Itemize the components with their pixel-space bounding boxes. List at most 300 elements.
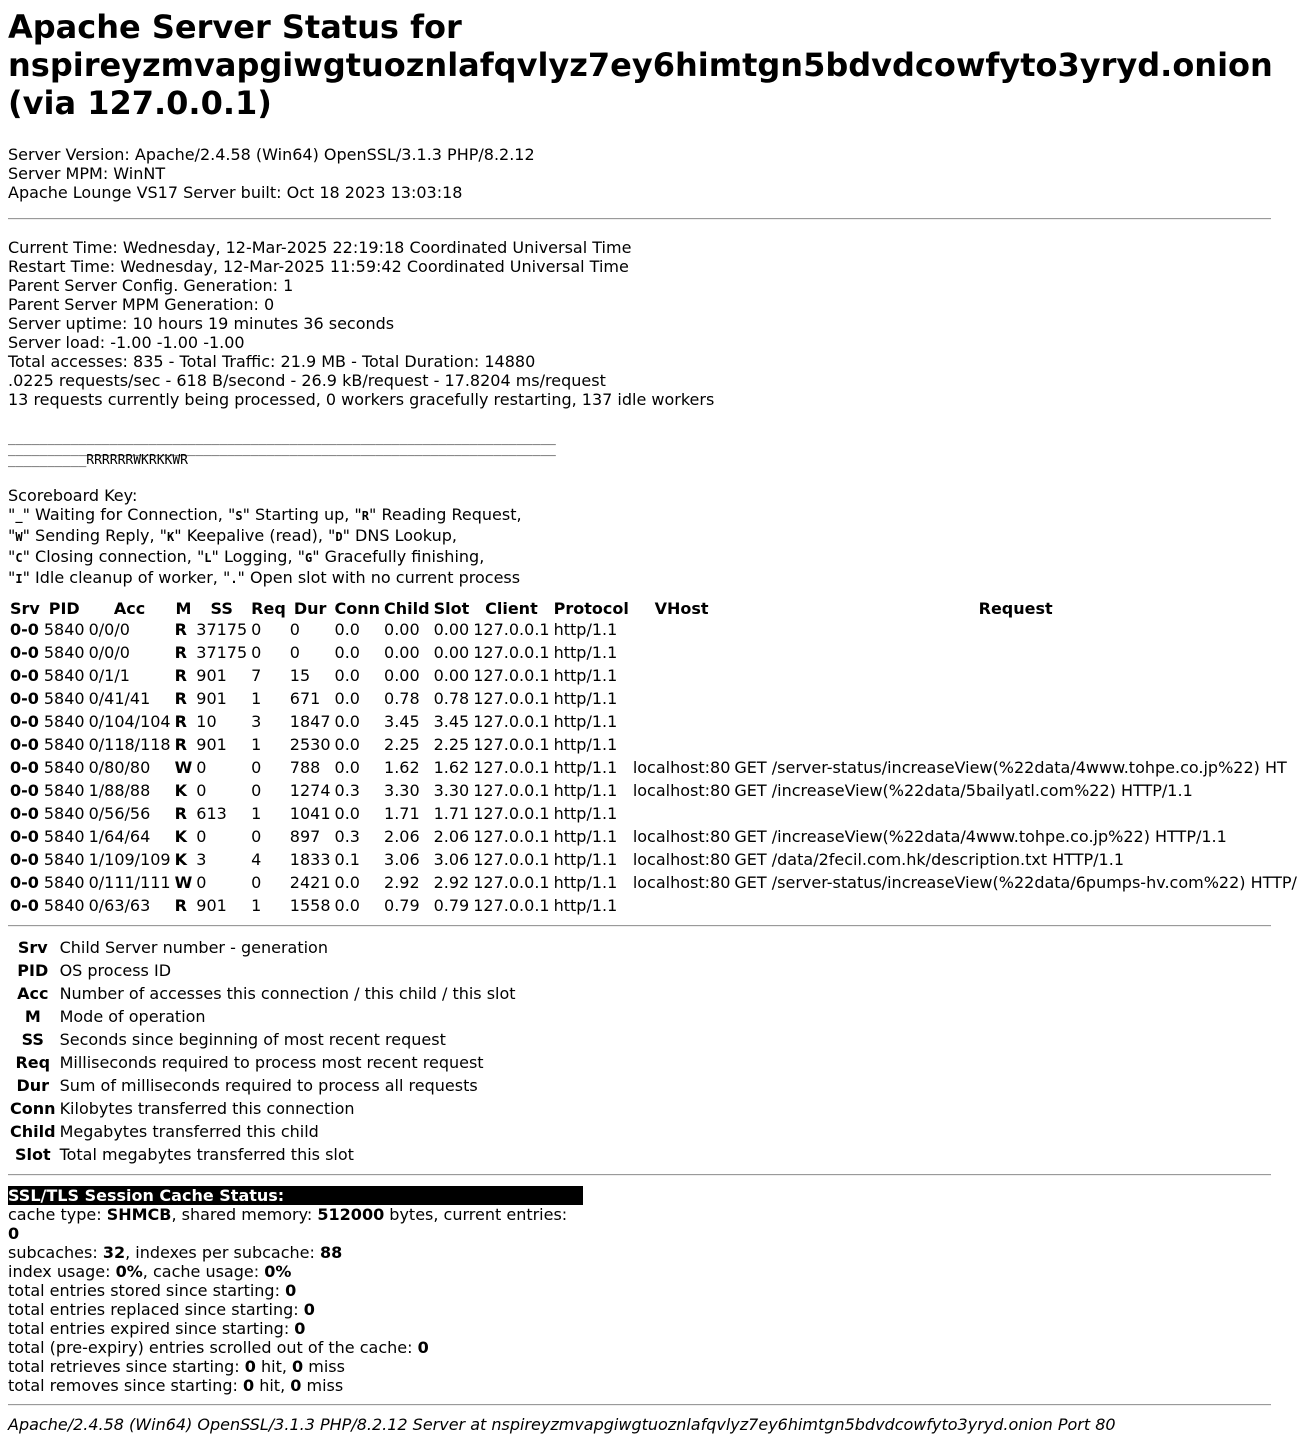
cell-child: 2.92 — [384, 873, 420, 892]
cell-request — [732, 664, 1299, 687]
cell-m: R — [174, 735, 187, 754]
legend-row — [8, 1051, 518, 1074]
ssl-cache-label: total entries expired since starting: — [8, 1319, 295, 1338]
ssl-cache-value: 0 — [242, 1376, 255, 1395]
cell-vhost — [631, 641, 733, 664]
cell-vhost: localhost:80 — [632, 850, 731, 869]
ssl-cache-line — [8, 1281, 583, 1300]
request-rates: .0225 requests/sec - 618 B/second - 26.9 kB/request - 17.8204 ms/request — [8, 371, 606, 390]
cell-ss: 0 — [196, 781, 207, 800]
scoreboard-code: D — [335, 530, 343, 544]
worker-row — [8, 664, 1299, 687]
cell-request — [732, 733, 1299, 756]
ssl-cache-label: total (pre-expiry) entries scrolled out of the cache: — [8, 1338, 418, 1357]
legend-description: Child Server number - generation — [59, 938, 328, 957]
cell-client: 127.0.0.1 — [473, 643, 550, 662]
cell-req: 0 — [251, 620, 262, 639]
ssl-cache-value: 0 — [244, 1357, 256, 1376]
restart-time: Restart Time: Wednesday, 12-Mar-2025 11:59:42 Coordinated Universal Time — [8, 257, 629, 276]
ssl-cache-value: 0% — [115, 1262, 143, 1281]
cell-vhost — [631, 802, 733, 825]
cell-client: 127.0.0.1 — [473, 666, 550, 685]
cell-child: 2.25 — [384, 735, 420, 754]
legend-description: Seconds since beginning of most recent request — [59, 1030, 446, 1049]
cell-pid: 5840 — [43, 804, 85, 823]
scoreboard-code: L — [204, 551, 212, 565]
legend-key: Dur — [16, 1076, 50, 1095]
legend-key: SS — [21, 1030, 44, 1049]
scoreboard-code: G — [304, 551, 313, 565]
cell-acc: 0/41/41 — [88, 689, 151, 708]
ssl-cache-line — [8, 1300, 583, 1319]
column-header-srv: Srv — [10, 598, 40, 618]
cell-client: 127.0.0.1 — [473, 827, 550, 846]
server-mpm: Server MPM: WinNT — [8, 164, 166, 183]
cell-slot: 0.00 — [433, 666, 470, 685]
cell-conn: 0.0 — [334, 758, 360, 777]
cell-m: R — [174, 666, 187, 685]
cell-ss: 901 — [196, 896, 227, 915]
cell-slot: 0.79 — [433, 896, 470, 915]
cell-conn: 0.0 — [334, 689, 360, 708]
cell-req: 0 — [251, 643, 262, 662]
legend-row — [8, 1097, 518, 1120]
cell-acc: 0/80/80 — [88, 758, 151, 777]
cell-request — [732, 894, 1299, 917]
server-version: Server Version: Apache/2.4.58 (Win64) OpenSSL/3.1.3 PHP/8.2.12 — [8, 145, 535, 164]
cell-srv: 0-0 — [10, 850, 39, 869]
cell-slot: 3.06 — [433, 850, 470, 869]
legend-key: Req — [15, 1053, 51, 1072]
column-header-pid: PID — [48, 598, 80, 618]
cell-m: W — [174, 873, 193, 892]
workers-header-row — [8, 598, 1299, 618]
ssl-cache-label: total retrieves since starting: — [8, 1357, 245, 1376]
legend-key: Acc — [17, 984, 49, 1003]
ssl-cache-label: hit, — [254, 1376, 291, 1395]
cell-client: 127.0.0.1 — [473, 804, 550, 823]
worker-row — [8, 848, 1299, 871]
cell-dur: 897 — [289, 827, 321, 846]
legend-key: Conn — [10, 1099, 56, 1118]
cell-slot: 1.71 — [433, 804, 470, 823]
cell-acc: 0/111/111 — [88, 873, 171, 892]
cell-child: 3.30 — [384, 781, 420, 800]
page-title: Apache Server Status for nspireyzmvapgiwgtuoznlafqvlyz7ey6himtgn5bdvdcowfyto3yryd.onion (via 127.0.0.1) — [8, 8, 1273, 122]
worker-row — [8, 802, 1299, 825]
ssl-cache-value: 0 — [294, 1319, 306, 1338]
cell-conn: 0.0 — [334, 896, 360, 915]
legend-key: PID — [17, 961, 49, 980]
legend-description: OS process ID — [59, 961, 172, 980]
ssl-cache-label: cache type: — [8, 1205, 107, 1224]
cell-acc: 0/118/118 — [88, 735, 171, 754]
cell-slot: 0.00 — [433, 643, 470, 662]
ssl-cache-label: , cache usage: — [142, 1262, 265, 1281]
cell-acc: 0/0/0 — [88, 643, 130, 662]
cell-req: 0 — [251, 873, 262, 892]
scoreboard-code: I — [15, 572, 23, 586]
cell-protocol: http/1.1 — [553, 850, 618, 869]
cell-slot: 2.06 — [433, 827, 470, 846]
legend-description: Total megabytes transferred this slot — [59, 1145, 354, 1164]
cell-child: 1.62 — [384, 758, 420, 777]
cell-dur: 1833 — [289, 850, 331, 869]
cell-pid: 5840 — [43, 643, 85, 662]
cell-srv: 0-0 — [10, 620, 39, 639]
column-header-acc: Acc — [113, 598, 146, 618]
cell-request — [732, 710, 1299, 733]
cell-dur: 671 — [289, 689, 321, 708]
scoreboard-code-desc: DNS Lookup, — [349, 526, 457, 545]
scoreboard — [8, 433, 1293, 466]
divider — [8, 1174, 1271, 1176]
ssl-cache-value: 32 — [102, 1243, 126, 1262]
cell-child: 0.00 — [384, 643, 420, 662]
ssl-cache-value: 88 — [319, 1243, 343, 1262]
scoreboard-key-line: "I" Idle cleanup of worker, "." Open slot with no current process — [8, 568, 521, 587]
cell-child: 3.45 — [384, 712, 420, 731]
cell-pid: 5840 — [43, 666, 85, 685]
scoreboard-code: C — [15, 551, 23, 565]
server-info — [8, 145, 1293, 202]
cell-slot: 0.00 — [433, 620, 470, 639]
column-header-dur: Dur — [293, 598, 327, 618]
cell-dur: 2421 — [289, 873, 331, 892]
mpm-generation: Parent Server MPM Generation: 0 — [8, 295, 275, 314]
server-stats — [8, 238, 1293, 409]
cell-pid: 5840 — [43, 896, 85, 915]
column-header-request: Request — [978, 598, 1053, 618]
cell-acc: 1/88/88 — [88, 781, 151, 800]
cell-protocol: http/1.1 — [553, 827, 618, 846]
ssl-cache-label: total removes since starting: — [8, 1376, 243, 1395]
cell-req: 1 — [251, 689, 262, 708]
cell-m: R — [174, 804, 187, 823]
cell-m: K — [174, 850, 188, 869]
cell-pid: 5840 — [43, 850, 85, 869]
server-load: Server load: -1.00 -1.00 -1.00 — [8, 333, 245, 352]
column-header-vhost: VHost — [654, 598, 709, 618]
cell-protocol: http/1.1 — [553, 735, 618, 754]
cell-protocol: http/1.1 — [553, 689, 618, 708]
legend-description: Milliseconds required to process most recent request — [59, 1053, 484, 1072]
cell-client: 127.0.0.1 — [473, 758, 550, 777]
ssl-cache-value: 0 — [292, 1357, 304, 1376]
worker-row — [8, 710, 1299, 733]
cell-child: 0.00 — [384, 620, 420, 639]
cell-vhost — [631, 733, 733, 756]
cell-slot: 0.78 — [433, 689, 470, 708]
legend-description: Number of accesses this connection / this child / this slot — [59, 984, 516, 1003]
cell-pid: 5840 — [43, 689, 85, 708]
scoreboard-key-heading: Scoreboard Key: — [8, 486, 138, 505]
cell-vhost — [631, 687, 733, 710]
legend-key: M — [24, 1007, 41, 1026]
cell-child: 3.06 — [384, 850, 420, 869]
cell-conn: 0.0 — [334, 873, 360, 892]
worker-row — [8, 894, 1299, 917]
cell-req: 1 — [251, 804, 262, 823]
cell-acc: 1/64/64 — [88, 827, 151, 846]
ssl-cache-value: 0% — [264, 1262, 292, 1281]
cell-slot: 2.92 — [433, 873, 470, 892]
ssl-cache-value: 0 — [285, 1281, 297, 1300]
cell-client: 127.0.0.1 — [473, 735, 550, 754]
cell-req: 1 — [251, 735, 262, 754]
divider — [8, 925, 1271, 927]
cell-protocol: http/1.1 — [553, 781, 618, 800]
cell-ss: 10 — [196, 712, 217, 731]
cell-srv: 0-0 — [10, 712, 39, 731]
worker-summary: 13 requests currently being processed, 0 workers gracefully restarting, 137 idle workers — [8, 390, 715, 409]
status-page — [8, 0, 1297, 1434]
cell-slot: 1.62 — [433, 758, 470, 777]
legend-key: Slot — [14, 1145, 51, 1164]
cell-acc: 0/0/0 — [88, 620, 130, 639]
scoreboard-code: S — [235, 509, 243, 523]
cell-req: 0 — [251, 781, 262, 800]
legend-key: Child — [10, 1122, 56, 1141]
column-header-ss: SS — [210, 598, 233, 618]
scoreboard-code: K — [167, 530, 175, 544]
legend-row — [8, 1074, 518, 1097]
cell-protocol: http/1.1 — [553, 666, 618, 685]
cell-vhost — [631, 894, 733, 917]
ssl-cache-label: , indexes per subcache: — [125, 1243, 320, 1262]
ssl-cache-label: bytes, current entries: — [384, 1205, 568, 1224]
cell-conn: 0.0 — [334, 735, 360, 754]
cell-srv: 0-0 — [10, 643, 39, 662]
cell-srv: 0-0 — [10, 666, 39, 685]
ssl-cache-line — [8, 1338, 583, 1357]
cell-dur: 1274 — [289, 781, 331, 800]
cell-slot: 3.45 — [433, 712, 470, 731]
cell-req: 0 — [251, 827, 262, 846]
cell-vhost — [631, 618, 733, 641]
cell-child: 0.00 — [384, 666, 420, 685]
cell-acc: 1/109/109 — [88, 850, 171, 869]
cell-acc: 0/56/56 — [88, 804, 151, 823]
cell-client: 127.0.0.1 — [473, 873, 550, 892]
column-legend — [8, 936, 518, 1166]
scoreboard-line: ______________________________________________________________________ — [8, 431, 556, 446]
scoreboard-code-desc: Logging, — [218, 547, 298, 566]
column-header-client: Client — [485, 598, 538, 618]
cell-dur: 1558 — [289, 896, 331, 915]
scoreboard-code-desc: Gracefully finishing, — [319, 547, 485, 566]
cell-req: 0 — [251, 758, 262, 777]
server-uptime: Server uptime: 10 hours 19 minutes 36 seconds — [8, 314, 395, 333]
cell-ss: 901 — [196, 689, 227, 708]
cell-ss: 0 — [196, 873, 207, 892]
column-header-conn: Conn — [334, 598, 381, 618]
cell-protocol: http/1.1 — [553, 896, 618, 915]
cell-ss: 0 — [196, 758, 207, 777]
cell-request: GET /data/2fecil.com.hk/description.txt HTTP/1.1 — [734, 850, 1124, 869]
cell-conn: 0.0 — [334, 804, 360, 823]
column-header-m: M — [175, 598, 192, 618]
cell-request: GET /server-status/increaseView(%22data/4www.tohpe.co.jp%22) HT — [734, 758, 1287, 777]
legend-key: Srv — [17, 938, 48, 957]
ssl-cache-label: index usage: — [8, 1262, 116, 1281]
cell-m: W — [174, 758, 193, 777]
legend-row — [8, 936, 518, 959]
cell-client: 127.0.0.1 — [473, 689, 550, 708]
cell-request: GET /increaseView(%22data/5bailyatl.com%22) HTTP/1.1 — [734, 781, 1193, 800]
cell-slot: 2.25 — [433, 735, 470, 754]
cell-srv: 0-0 — [10, 689, 39, 708]
ssl-cache-label: subcaches: — [8, 1243, 103, 1262]
ssl-cache-label: , shared memory: — [171, 1205, 318, 1224]
cell-vhost: localhost:80 — [632, 781, 731, 800]
cell-pid: 5840 — [43, 873, 85, 892]
column-header-slot: Slot — [433, 598, 470, 618]
scoreboard-key-line: "C" Closing connection, "L" Logging, "G" Gracefully finishing, — [8, 547, 485, 566]
legend-description: Kilobytes transferred this connection — [59, 1099, 355, 1118]
scoreboard-key-line: "W" Sending Reply, "K" Keepalive (read), "D" DNS Lookup, — [8, 526, 457, 545]
cell-request: GET /server-status/increaseView(%22data/6pumps-hv.com%22) HTTP/ — [734, 873, 1297, 892]
scoreboard-code-desc: Closing connection, — [29, 547, 197, 566]
scoreboard-code: R — [361, 509, 369, 523]
ssl-cache-line — [8, 1262, 583, 1281]
cell-child: 0.79 — [384, 896, 420, 915]
cell-dur: 1041 — [289, 804, 331, 823]
scoreboard-key — [8, 486, 1293, 589]
cell-pid: 5840 — [43, 735, 85, 754]
cell-ss: 3 — [196, 850, 207, 869]
ssl-cache-line — [8, 1243, 583, 1262]
cell-dur: 788 — [289, 758, 321, 777]
scoreboard-code-desc: Waiting for Connection, — [29, 505, 228, 524]
cell-request: GET /increaseView(%22data/4www.tohpe.co.jp%22) HTTP/1.1 — [734, 827, 1227, 846]
current-time: Current Time: Wednesday, 12-Mar-2025 22:19:18 Coordinated Universal Time — [8, 238, 632, 257]
cell-acc: 0/63/63 — [88, 896, 151, 915]
cell-acc: 0/1/1 — [88, 666, 130, 685]
legend-row — [8, 959, 518, 982]
cell-vhost — [631, 664, 733, 687]
scoreboard-line: __________RRRRRRWKRKKWR — [8, 453, 189, 468]
cell-conn: 0.3 — [334, 781, 360, 800]
scoreboard-code: . — [230, 572, 238, 586]
ssl-cache-value: SHMCB — [106, 1205, 172, 1224]
ssl-cache-label: total entries stored since starting: — [8, 1281, 286, 1300]
cell-req: 1 — [251, 896, 262, 915]
ssl-cache-line — [8, 1319, 583, 1338]
legend-row — [8, 1143, 518, 1166]
legend-row — [8, 982, 518, 1005]
cell-protocol: http/1.1 — [553, 804, 618, 823]
cell-srv: 0-0 — [10, 804, 39, 823]
ssl-cache-line — [8, 1205, 583, 1243]
column-header-protocol: Protocol — [553, 598, 629, 618]
worker-row — [8, 756, 1299, 779]
cell-pid: 5840 — [43, 758, 85, 777]
scoreboard-code-desc: Idle cleanup of worker, — [29, 568, 223, 587]
ssl-cache-label: miss — [303, 1357, 345, 1376]
cell-req: 3 — [251, 712, 262, 731]
scoreboard-code-desc: Open slot with no current process — [244, 568, 521, 587]
scoreboard-line: ______________________________________________________________________ — [8, 442, 556, 457]
ssl-cache-value: 0 — [8, 1224, 20, 1243]
worker-row — [8, 641, 1299, 664]
cell-protocol: http/1.1 — [553, 712, 618, 731]
ssl-cache-label: miss — [301, 1376, 344, 1395]
cell-client: 127.0.0.1 — [473, 781, 550, 800]
cell-vhost — [631, 710, 733, 733]
config-generation: Parent Server Config. Generation: 1 — [8, 276, 294, 295]
ssl-cache-value: 512000 — [317, 1205, 385, 1224]
cell-req: 4 — [251, 850, 262, 869]
cell-protocol: http/1.1 — [553, 873, 618, 892]
cell-child: 2.06 — [384, 827, 420, 846]
divider — [8, 218, 1271, 220]
cell-ss: 901 — [196, 666, 227, 685]
cell-ss: 0 — [196, 827, 207, 846]
cell-client: 127.0.0.1 — [473, 896, 550, 915]
cell-req: 7 — [251, 666, 262, 685]
cell-srv: 0-0 — [10, 873, 39, 892]
cell-protocol: http/1.1 — [553, 758, 618, 777]
cell-request — [732, 641, 1299, 664]
cell-ss: 37175 — [196, 620, 248, 639]
worker-row — [8, 779, 1299, 802]
cell-client: 127.0.0.1 — [473, 620, 550, 639]
cell-srv: 0-0 — [10, 781, 39, 800]
cell-client: 127.0.0.1 — [473, 712, 550, 731]
column-header-req: Req — [251, 598, 286, 618]
cell-slot: 3.30 — [433, 781, 470, 800]
total-accesses: Total accesses: 835 - Total Traffic: 21.9 MB - Total Duration: 14880 — [8, 352, 536, 371]
cell-conn: 0.3 — [334, 827, 360, 846]
divider — [8, 1404, 1271, 1406]
ssl-cache-value: 0 — [290, 1376, 302, 1395]
cell-conn: 0.0 — [334, 666, 360, 685]
cell-pid: 5840 — [43, 827, 85, 846]
worker-row — [8, 825, 1299, 848]
workers-body — [8, 618, 1299, 917]
scoreboard-code-desc: Keepalive (read), — [181, 526, 329, 545]
cell-srv: 0-0 — [10, 735, 39, 754]
ssl-cache-line — [8, 1357, 583, 1376]
cell-conn: 0.0 — [334, 643, 360, 662]
cell-m: R — [174, 643, 187, 662]
cell-child: 1.71 — [384, 804, 420, 823]
scoreboard-code-desc: Reading Request, — [376, 505, 522, 524]
workers-table — [8, 598, 1299, 917]
scoreboard-code-desc: Sending Reply, — [29, 526, 160, 545]
cell-dur: 2530 — [289, 735, 331, 754]
cell-srv: 0-0 — [10, 827, 39, 846]
cell-vhost: localhost:80 — [632, 873, 731, 892]
cell-m: R — [174, 689, 187, 708]
scoreboard-code: _ — [15, 509, 23, 523]
scoreboard-code: W — [15, 530, 23, 544]
cell-dur: 0 — [289, 643, 300, 662]
cell-pid: 5840 — [43, 712, 85, 731]
cell-dur: 15 — [289, 666, 311, 685]
cell-srv: 0-0 — [10, 758, 39, 777]
cell-vhost: localhost:80 — [632, 827, 731, 846]
ssl-cache-label: hit, — [255, 1357, 293, 1376]
cell-protocol: http/1.1 — [553, 620, 618, 639]
scoreboard-key-line: "_" Waiting for Connection, "S" Starting up, "R" Reading Request, — [8, 505, 522, 524]
cell-conn: 0.1 — [334, 850, 360, 869]
scoreboard-code-desc: Starting up, — [249, 505, 355, 524]
cell-request — [732, 687, 1299, 710]
cell-vhost: localhost:80 — [632, 758, 731, 777]
cell-m: R — [174, 712, 187, 731]
